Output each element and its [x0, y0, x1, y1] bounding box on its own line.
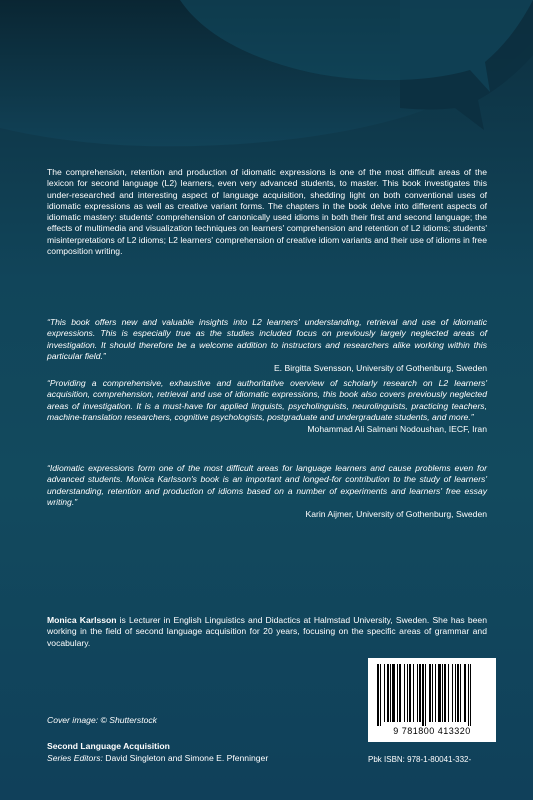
barcode-bars: [376, 664, 488, 726]
series-title: Second Language Acquisition: [47, 741, 170, 751]
barcode-number: 9 781800 413320: [393, 726, 471, 736]
endorsement-quote: [47, 463, 487, 520]
quote-attribution: E. Birgitta Svensson, University of Gothenburg, Sweden: [273, 363, 487, 374]
endorsement-quote: [47, 317, 487, 374]
series-editors-names: David Singleton and Simone E. Pfenninger: [102, 753, 269, 763]
author-name: Monica Karlsson: [47, 615, 117, 625]
cover-image-credit: Cover image: © Shutterstock: [47, 715, 157, 725]
author-bio: [47, 615, 487, 649]
quote-attribution: Mohammad Ali Salmani Nodoushan, IECF, Iran: [307, 424, 487, 435]
isbn: Pbk ISBN: 978-1-80041-332-: [368, 755, 472, 764]
quote-text: “This book offers new and valuable insights into L2 learners' understanding, retrieval and use of idiomatic expressions. This is especially true as the studies included focus on previously largely neglected areas of investigation. It should therefore be a welcome addition to instructors and researchers alike working within this particular field.”: [47, 317, 487, 361]
endorsement-quote: [47, 378, 487, 435]
author-bio-text: is Lecturer in English Linguistics and Didactics at Halmstad University, Sweden. She has been working in the field of second language acquisition for 20 years, focusing on the specific areas of grammar and vocabulary.: [47, 615, 487, 648]
quote-text: “Idiomatic expressions form one of the most difficult areas for language learners and cause problems even for advanced students. Monica Karlsson's book is an important and longed-for contribution to the study of learners' understanding, retention and production of idioms based on a number of experiments and learners' free essay writing.”: [47, 463, 487, 507]
book-description: The comprehension, retention and production of idiomatic expressions is one of the most difficult areas of the lexicon for second language (L2) learners, even very advanced students, to master. This book investigates this under-researched and interesting aspect of language acquisition, shedding light on both conventional uses of idiomatic expressions as well as creative variant forms. The chapters in the book delve into different aspects of idiomatic mastery: students' comprehension of canonically used idioms in both their first and second language; the effects of multimedia and visualization techniques on learners' comprehension and retention of L2 idioms; students' misinterpretations of L2 idioms; L2 learners' comprehension of creative idiom variants and their use of idioms in free composition writing.: [47, 167, 487, 257]
quote-attribution: Karin Aijmer, University of Gothenburg, Sweden: [305, 509, 487, 520]
barcode: [368, 658, 496, 742]
speech-bubble-graphic: [0, 0, 533, 160]
quote-text: “Providing a comprehensive, exhaustive and authoritative overview of scholarly research on L2 learners' acquisition, comprehension, retrieval and use of idiomatic expressions, this book also covers previously neglected areas of investigation. It is a must-have for applied linguists, psycholinguists, neurolinguists, practicing teachers, machine-translation researchers, cognitive psychologists, postgraduate and undergraduate students, and more.”: [47, 378, 487, 422]
series-editors: [47, 753, 268, 763]
series-editors-label: Series Editors:: [47, 753, 103, 763]
